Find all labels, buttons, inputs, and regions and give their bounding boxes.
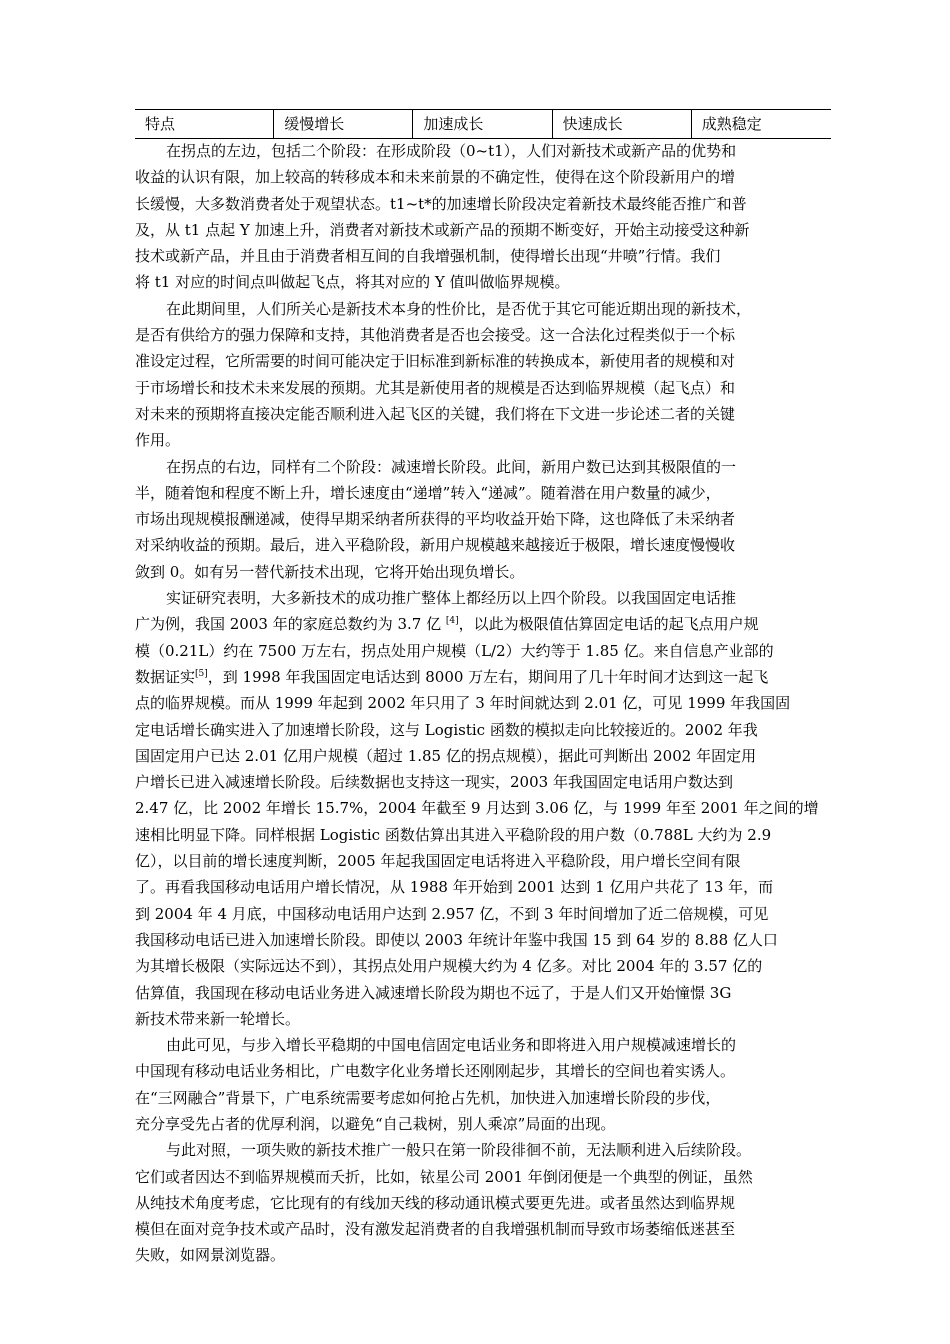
text-line: 对采纳收益的预期。最后，进入平稳阶段，新用户规模越来越接近于极限，增长速度慢慢收 [135,536,736,555]
text-line: 技术或新产品，并且由于消费者相互间的自我增强机制，使得增长出现“井喷”行情。我们 [135,247,721,266]
text-line: 亿），以目前的增长速度判断，2005 年起我国固定电话将进入平稳阶段，用户增长空间有限 [135,852,741,871]
text-line: 半，随着饱和程度不断上升，增长速度由“递增”转入“递减”。随着潜在用户数量的减少， [135,483,721,502]
text-segment: ，到 1998 年我国固定电话达到 8000 万左右，期间用了几十年时间才达到这一起飞 [207,667,769,686]
text-line: 长缓慢，大多数消费者处于观望状态。t1~t*的加速增长阶段决定着新技术最终能否推广和普 [135,194,747,213]
text-line: 2.47 亿，比 2002 年增长 15.7%，2004 年截至 9 月达到 3.06 亿，与 1999 年至 2001 年之间的增 [135,799,819,818]
body-text [135,138,831,1269]
text-line: 在拐点的右边，同样有二个阶段：减速增长阶段。此间，新用户数已达到其极限值的一 [166,457,737,476]
text-line: 中国现有移动电话业务相比，广电数字化业务增长还刚刚起步，其增长的空间也着实诱人。 [135,1062,736,1081]
text-line: 模（0.21L）约在 7500 万左右，拐点处用户规模（L/2）大约等于 1.85 亿。来自信息产业部的 [135,641,774,660]
text-line: 户增长已进入减速增长阶段。后续数据也支持这一现实，2003 年我国固定电话用户数达到 [135,773,733,792]
table-cell-fast-growth: 快速成长 [553,110,692,138]
text-line: 在“三网融合”背景下，广电系统需要考虑如何抢占先机，加快进入加速增长阶段的步伐， [135,1088,721,1107]
text-line: 国固定用户已达 2.01 亿用户规模（超过 1.85 亿的拐点规模），据此可判断出 2002 年固定用 [135,746,757,765]
text-line: 到 2004 年 4 月底，中国移动电话用户达到 2.957 亿，不到 3 年时间增加了近二倍规模，可见 [135,904,769,923]
paragraph [135,296,831,454]
text-line: 及，从 t1 点起 Y 加速上升，消费者对新技术或新产品的预期不断变好，开始主动接受这种新 [135,220,750,239]
text-line: 作用。 [135,431,181,450]
citation-ref: [4] [445,616,459,627]
text-line: 估算值，我国现在移动电话业务进入减速增长阶段为期也不远了，于是人们又开始憧憬 3G [135,983,732,1002]
text-segment: ，以此为极限值估算固定电话的起飞点用户规 [458,615,759,634]
table-cell-mature: 成熟稳定 [701,115,762,133]
text-line: 它们或者因达不到临界规模而夭折，比如，铱星公司 2001 年倒闭便是一个典型的例证，虽然 [135,1167,753,1186]
text-line [135,664,831,690]
text-line: 是否有供给方的强力保障和支持，其他消费者是否也会接受。这一合法化过程类似于一个标 [135,326,736,345]
text-line: 于市场增长和技术未来发展的预期。尤其是新使用者的规模是否达到临界规模（起飞点）和 [135,378,736,397]
text-line: 收益的认识有限，加上较高的转移成本和未来前景的不确定性，使得在这个阶段新用户的增 [135,168,736,187]
text-line: 新技术带来新一轮增长。 [135,1009,301,1028]
text-line: 我国移动电话已进入加速增长阶段。即使以 2003 年统计年鉴中我国 15 到 64 岁的 8.88 亿人口 [135,930,778,949]
text-line: 敛到 0。如有另一替代新技术出现，它将开始出现负增长。 [135,562,525,581]
table-cell-accelerating: 加速成长 [413,110,552,138]
text-line: 准设定过程，它所需要的时间可能决定于旧标准到新标准的转换成本，新使用者的规模和对 [135,352,736,371]
paragraph [135,138,831,296]
text-segment: 广为例，我国 2003 年的家庭总数约为 3.7 亿 [135,615,446,634]
text-line: 与此对照，一项失败的新技术推广一般只在第一阶段徘徊不前，无法顺利进入后续阶段。 [166,1141,752,1160]
text-line: 实证研究表明，大多新技术的成功推广整体上都经历以上四个阶段。以我国固定电话推 [166,589,737,608]
citation-ref: [5] [195,668,208,679]
text-line: 将 t1 对应的时间点叫做起飞点，将其对应的 Y 值叫做临界规模。 [135,273,570,292]
text-line: 速相比明显下降。同样根据 Logistic 函数估算出其进入平稳阶段的用户数（0.788L 大约为 2.9 [135,825,772,844]
text-line: 在此期间里，人们所关心是新技术本身的性价比，是否优于其它可能近期出现的新技术， [166,299,752,318]
paragraph [135,585,831,1032]
text-line: 定电话增长确实进入了加速增长阶段，这与 Logistic 函数的模拟走向比较接近的。2002 年我 [135,720,758,739]
text-line: 点的临界规模。而从 1999 年起到 2002 年只用了 3 年时间就达到 2.01 亿，可见 1999 年我国固 [135,694,791,713]
stage-table [135,109,831,139]
text-line: 失败，如网景浏览器。 [135,1246,286,1265]
text-line: 为其增长极限（实际远达不到），其拐点处用户规模大约为 4 亿多。对比 2004 年的 3.57 亿的 [135,957,763,976]
text-line: 对未来的预期将直接决定能否顺利进入起飞区的关键，我们将在下文进一步论述二者的关键 [135,404,736,423]
paragraph [135,1137,831,1268]
text-line: 充分享受先占者的优厚利润，以避免“自己栽树，别人乘凉”局面的出现。 [135,1114,616,1133]
text-line: 市场出现规模报酬递减，使得早期采纳者所获得的平均收益开始下降，这也降低了未采纳者 [135,510,736,529]
text-line: 从纯技术角度考虑，它比现有的有线加天线的移动通讯模式要更先进。或者虽然达到临界规 [135,1193,736,1212]
text-segment: 数据证实 [135,667,196,686]
text-line: 了。再看我国移动电话用户增长情况，从 1988 年开始到 2001 达到 1 亿用户共花了 13 年，而 [135,878,774,897]
text-line: 模但在面对竞争技术或产品时，没有激发起消费者的自我增强机制而导致市场萎缩低迷甚至 [135,1220,736,1239]
paragraph [135,454,831,585]
table-cell-feature: 特点 [135,110,274,138]
paragraph [135,1032,831,1137]
text-line: 在拐点的左边，包括二个阶段：在形成阶段（0~t1），人们对新技术或新产品的优势和 [166,142,737,160]
table-cell-slow-growth: 缓慢增长 [274,110,413,138]
text-line [135,611,831,637]
text-line: 由此可见，与步入增长平稳期的中国电信固定电话业务和即将进入用户规模减速增长的 [166,1036,737,1055]
